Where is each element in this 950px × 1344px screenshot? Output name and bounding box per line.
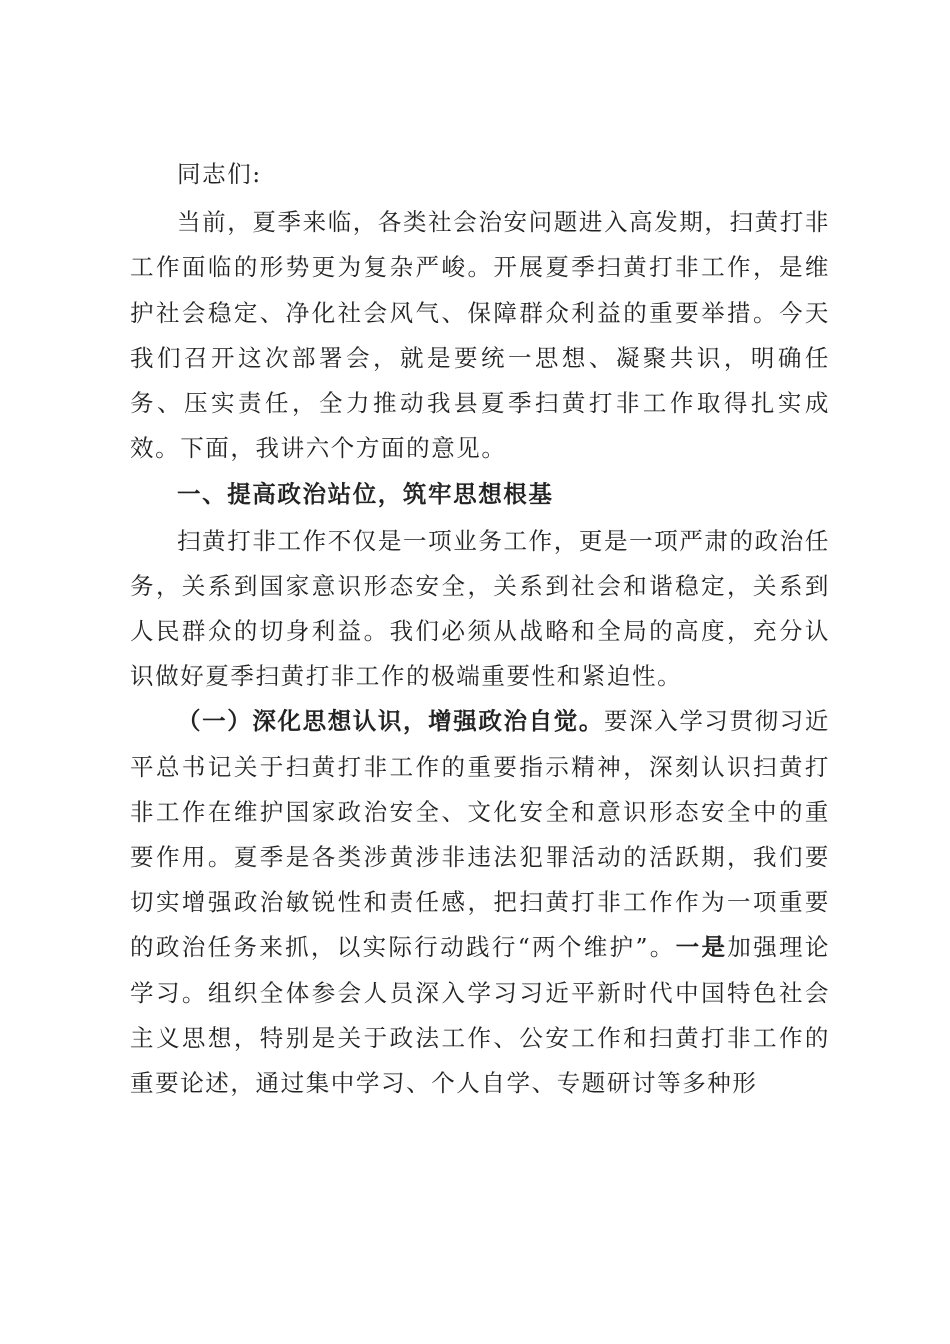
section-paragraph: 扫黄打非工作不仅是一项业务工作，更是一项严肃的政治任务，关系到国家意识形态安全，关系到社会和谐稳定，关系到人民群众的切身利益。我们必须从战略和全局的高度，充分认识做好夏季扫黄打非工作的极端重要性和紧迫性。 xyxy=(130,526,830,691)
point-label: 一是 xyxy=(675,933,728,962)
section-heading: 一、提高政治站位，筑牢思想根基 xyxy=(177,480,554,509)
document-body xyxy=(130,152,830,1106)
subsection-paragraph xyxy=(130,699,830,1106)
subsection-lead: （一）深化思想认识，增强政治自觉。 xyxy=(177,707,604,736)
subsection-text: 要深入学习贯彻习近平总书记关于扫黄打非工作的重要指示精神，深刻认识扫黄打非工作在维护国家政治安全、文化安全和意识形态安全中的重要作用。夏季是各类涉黄涉非违法犯罪活动的活跃期，我们要切实增强政治敏锐性和责任感，把扫黄打非工作作为一项重要的政治任务来抓，以实际行动践行“两个维护”。 xyxy=(130,707,830,962)
salutation: 同志们: xyxy=(177,160,262,188)
intro-paragraph: 当前，夏季来临，各类社会治安问题进入高发期，扫黄打非工作面临的形势更为复杂严峻。开展夏季扫黄打非工作，是维护社会稳定、净化社会风气、保障群众利益的重要举措。今天我们召开这次部署会，就是要统一思想、凝聚共识，明确任务、压实责任，全力推动我县夏季扫黄打非工作取得扎实成效。下面，我讲六个方面的意见。 xyxy=(130,208,830,463)
point-text: 加强理论学习。组织全体参会人员深入学习习近平新时代中国特色社会主义思想，特别是关于政法工作、公安工作和扫黄打非工作的重要论述，通过集中学习、个人自学、专题研讨等多种形 xyxy=(130,933,830,1098)
